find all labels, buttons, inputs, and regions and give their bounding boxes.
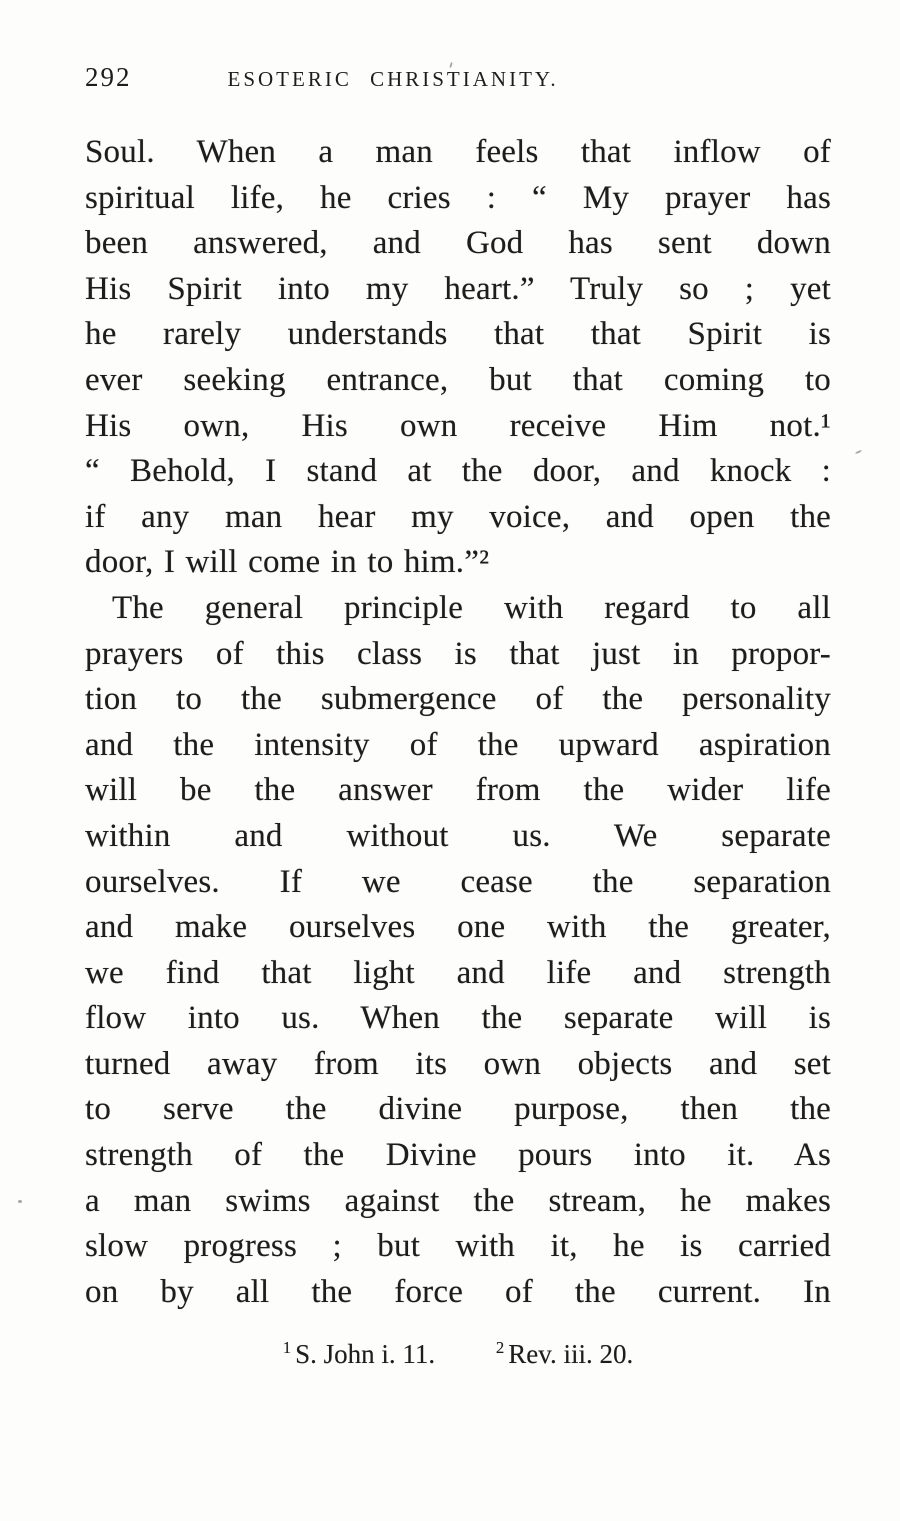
text-line: and make ourselves one with the greater, xyxy=(85,909,831,946)
text-line: will be the answer from the wider life xyxy=(85,772,831,809)
text-line: prayers of this class is that just in propor- xyxy=(85,635,831,672)
text-line: tion to the submergence of the personality xyxy=(85,681,831,718)
footnote-text: S. John i. 11. xyxy=(295,1339,436,1369)
running-title: ESOTERIC CHRISTIANITY. xyxy=(227,67,559,91)
scan-speck xyxy=(18,1200,22,1203)
text-line: slow progress ; but with it, he is carried xyxy=(85,1228,831,1265)
body-text xyxy=(85,130,831,1315)
text-line: on by all the force of the current. In xyxy=(85,1273,831,1310)
text-line: Soul. When a man feels that inflow of xyxy=(85,134,831,170)
footnote-text: Rev. iii. 20. xyxy=(508,1339,634,1369)
text-line: to serve the divine purpose, then the xyxy=(85,1091,831,1128)
scan-speck xyxy=(855,450,862,455)
text-line: flow into us. When the separate will is xyxy=(85,1000,831,1037)
footnotes xyxy=(85,1338,831,1370)
text-line: door, I will come in to him.”² xyxy=(85,544,490,581)
text-line: His own, His own receive Him not.¹ xyxy=(85,407,831,444)
footnote-1 xyxy=(283,1338,435,1370)
text-line: “ Behold, I stand at the door, and knock : xyxy=(85,453,831,490)
text-line: we find that light and life and strength xyxy=(85,954,831,991)
footnote-marker: 2 xyxy=(495,1338,505,1357)
page-number: 292 xyxy=(85,62,132,92)
footnote-2 xyxy=(496,1338,633,1370)
text-line: if any man hear my voice, and open the xyxy=(85,498,831,535)
text-line: within and without us. We separate xyxy=(85,817,831,854)
text-line: and the intensity of the upward aspiration xyxy=(85,726,831,763)
text-line: ourselves. If we cease the separation xyxy=(85,863,831,900)
text-line: he rarely understands that that Spirit is xyxy=(85,316,831,353)
text-line: spiritual life, he cries : “ My prayer has xyxy=(85,179,831,216)
text-line: a man swims against the stream, he makes xyxy=(85,1182,831,1219)
text-line: strength of the Divine pours into it. As xyxy=(85,1137,831,1174)
text-line: The general principle with regard to all xyxy=(112,589,831,626)
text-line: His Spirit into my heart.” Truly so ; yet xyxy=(85,270,831,307)
text-line: ever seeking entrance, but that coming to xyxy=(85,361,831,398)
footnote-marker: 1 xyxy=(282,1338,292,1357)
running-header xyxy=(85,62,845,93)
text-line: been answered, and God has sent down xyxy=(85,225,831,262)
text-line: turned away from its own objects and set xyxy=(85,1045,831,1082)
